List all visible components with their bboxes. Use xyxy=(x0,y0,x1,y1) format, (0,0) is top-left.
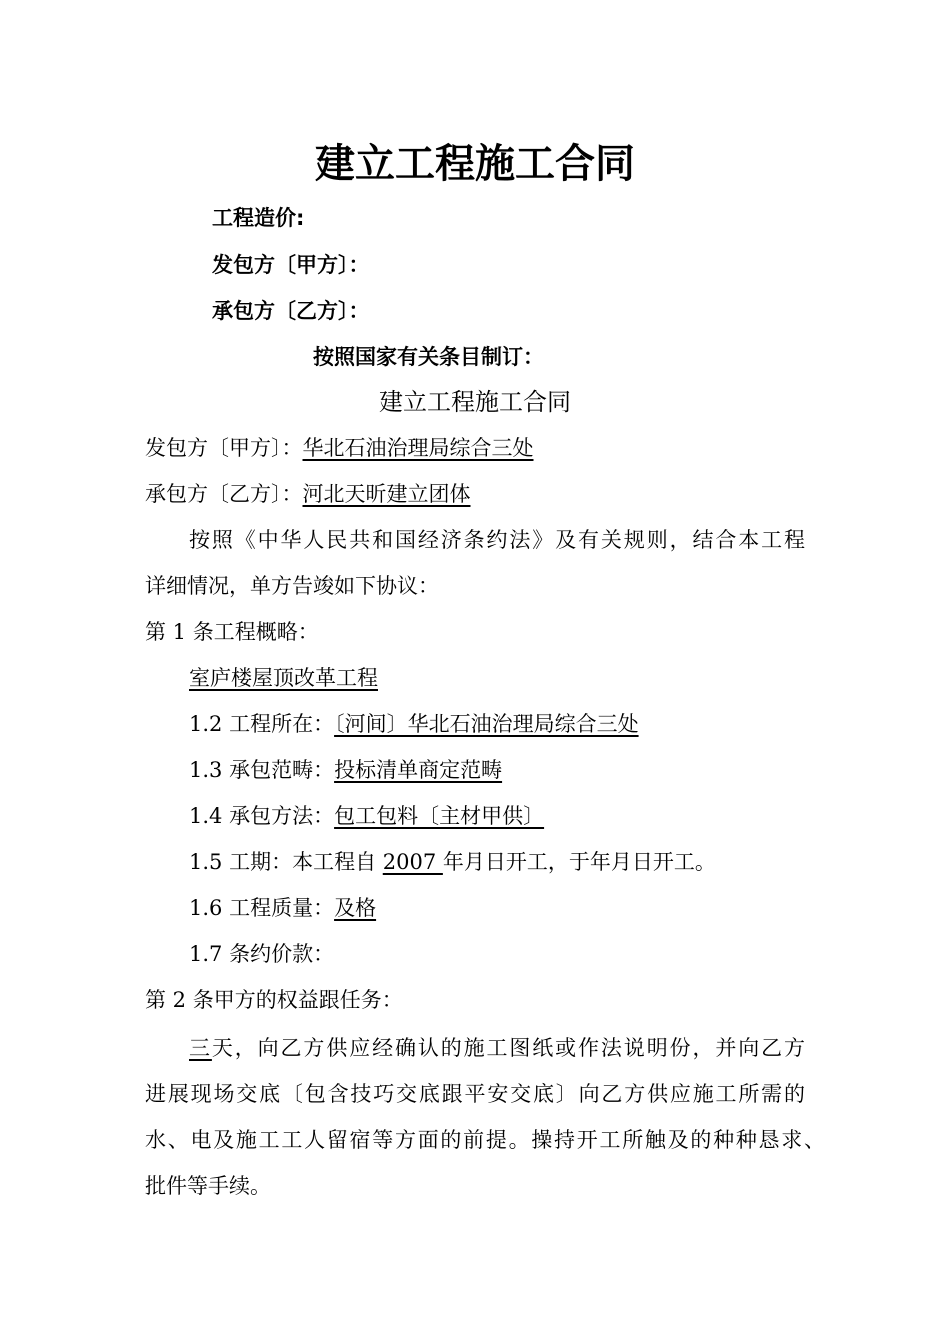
article-1-heading: 第 1 条工程概略： xyxy=(145,620,319,644)
item-3-value: 投标清单商定范畴 xyxy=(334,758,503,782)
article-2-heading: 第 2 条甲方的权益跟任务： xyxy=(145,988,403,1012)
party-b-label: 承包方〔乙方〕： xyxy=(145,482,303,506)
item-6-label: 1.6 工程质量： xyxy=(189,896,335,920)
article-1-item-5 xyxy=(189,847,716,877)
cover-party-a-label: 发包方〔甲方〕： xyxy=(212,253,370,277)
article-2-line-1 xyxy=(189,1033,805,1063)
cover-party-b-label: 承包方〔乙方〕： xyxy=(212,299,370,323)
cover-price-label: 工程造价: xyxy=(212,206,305,230)
article-2-first-char: 三 xyxy=(189,1036,212,1060)
article-1-item-4 xyxy=(189,801,544,831)
article-2-line-3: 水、电及施工工人留宿等方面的前提。操持开工所触及的种种恳求、 xyxy=(145,1128,825,1152)
article-1-item-7: 1.7 条约价款： xyxy=(189,942,335,966)
intro-line-2: 详细情况，单方告竣如下协议： xyxy=(145,574,439,598)
item-4-value: 包工包料〔主材甲供〕 xyxy=(334,804,545,828)
intro-line-1: 按照《中华人民共和国经济条约法》及有关规则，结合本工程 xyxy=(189,528,805,552)
item-5-year: 2007 xyxy=(382,850,443,874)
item-4-label: 1.4 承包方法： xyxy=(189,804,335,828)
party-a-label: 发包方〔甲方〕： xyxy=(145,436,303,460)
contract-subtitle: 建立工程施工合同 xyxy=(379,388,571,416)
item-5-text-b: 年月日开工，于年月日开工。 xyxy=(442,850,716,874)
article-1-item-6 xyxy=(189,893,376,923)
item-2-label: 1.2 工程所在： xyxy=(189,712,335,736)
party-a-line xyxy=(145,433,534,463)
party-b-value: 河北天昕建立团体 xyxy=(302,482,471,506)
item-2-value: 〔河间〕华北石油治理局综合三处 xyxy=(334,712,639,736)
article-2-line-1-text: 天，向乙方供应经确认的施工图纸或作法说明份，并向乙方 xyxy=(211,1036,806,1060)
cover-basis: 按照国家有关条目制订： xyxy=(313,345,544,369)
item-3-label: 1.3 承包范畴： xyxy=(189,758,335,782)
item-6-value: 及格 xyxy=(334,896,377,920)
article-1-item-2 xyxy=(189,709,639,739)
article-2-line-2: 进展现场交底〔包含技巧交底跟平安交底〕向乙方供应施工所需的 xyxy=(145,1082,805,1106)
party-b-line xyxy=(145,479,471,509)
article-2-line-4: 批件等手续。 xyxy=(145,1174,271,1198)
article-1-item-3 xyxy=(189,755,502,785)
article-1-item-1: 室庐楼屋顶改革工程 xyxy=(189,666,378,690)
party-a-value: 华北石油治理局综合三处 xyxy=(302,436,534,460)
document-title: 建立工程施工合同 xyxy=(315,140,635,187)
item-5-text-a: 1.5 工期：本工程自 xyxy=(189,850,383,874)
